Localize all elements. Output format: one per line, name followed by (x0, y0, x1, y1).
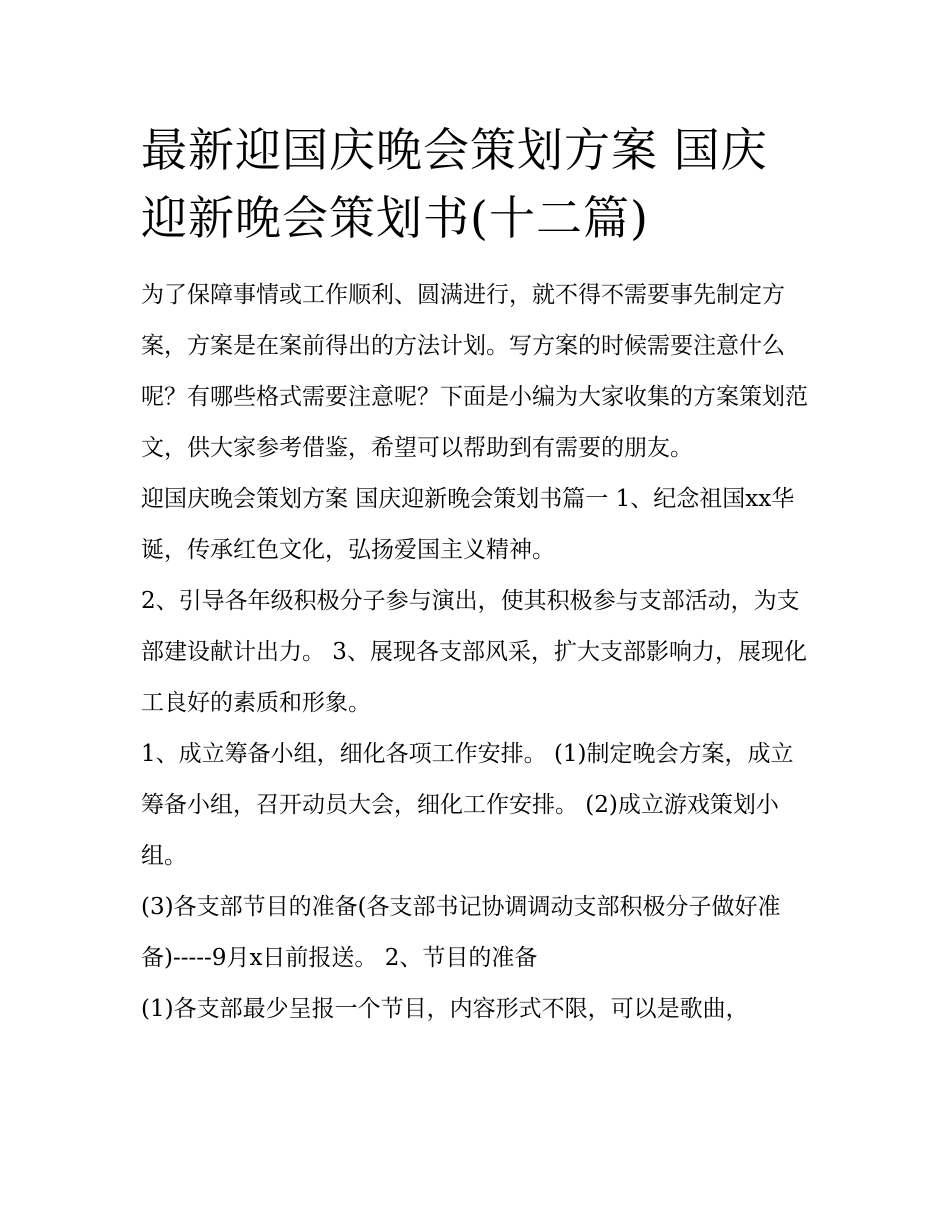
paragraph-section-one: 迎国庆晚会策划方案 国庆迎新晚会策划书篇一 1、纪念祖国xx华诞，传承红色文化，弘扬爱国主义精神。 (141, 486, 795, 563)
document-body (141, 116, 813, 1035)
paragraph-goals: 2、引导各年级积极分子参与演出，使其积极参与支部活动，为支部建设献计出力。 3、展现各支部风采，扩大支部影响力，展现化工良好的素质和形象。 (141, 588, 807, 716)
paragraph-preparation: 1、成立筹备小组，细化各项工作安排。 (1)制定晚会方案，成立筹备小组，召开动员大会，细化工作安排。 (2)成立游戏策划小组。 (141, 741, 794, 869)
paragraph-intro: 为了保障事情或工作顺利、圆满进行，就不得不需要事先制定方案，方案是在案前得出的方法计划。写方案的时候需要注意什么呢？有哪些格式需要注意呢？下面是小编为大家收集的方案策划范文，供大家参考借鉴，希望可以帮助到有需要的朋友。 (141, 282, 808, 461)
paragraph-program-requirements: (1)各支部最少呈报一个节目，内容形式不限，可以是歌曲， (141, 996, 749, 1022)
paragraph-branch-programs: (3)各支部节目的准备(各支部书记协调调动支部积极分子做好准备)-----9月x日前报送。 2、节目的准备 (141, 894, 781, 971)
document-title: 最新迎国庆晚会策划方案 国庆迎新晚会策划书(十二篇) (141, 123, 768, 245)
